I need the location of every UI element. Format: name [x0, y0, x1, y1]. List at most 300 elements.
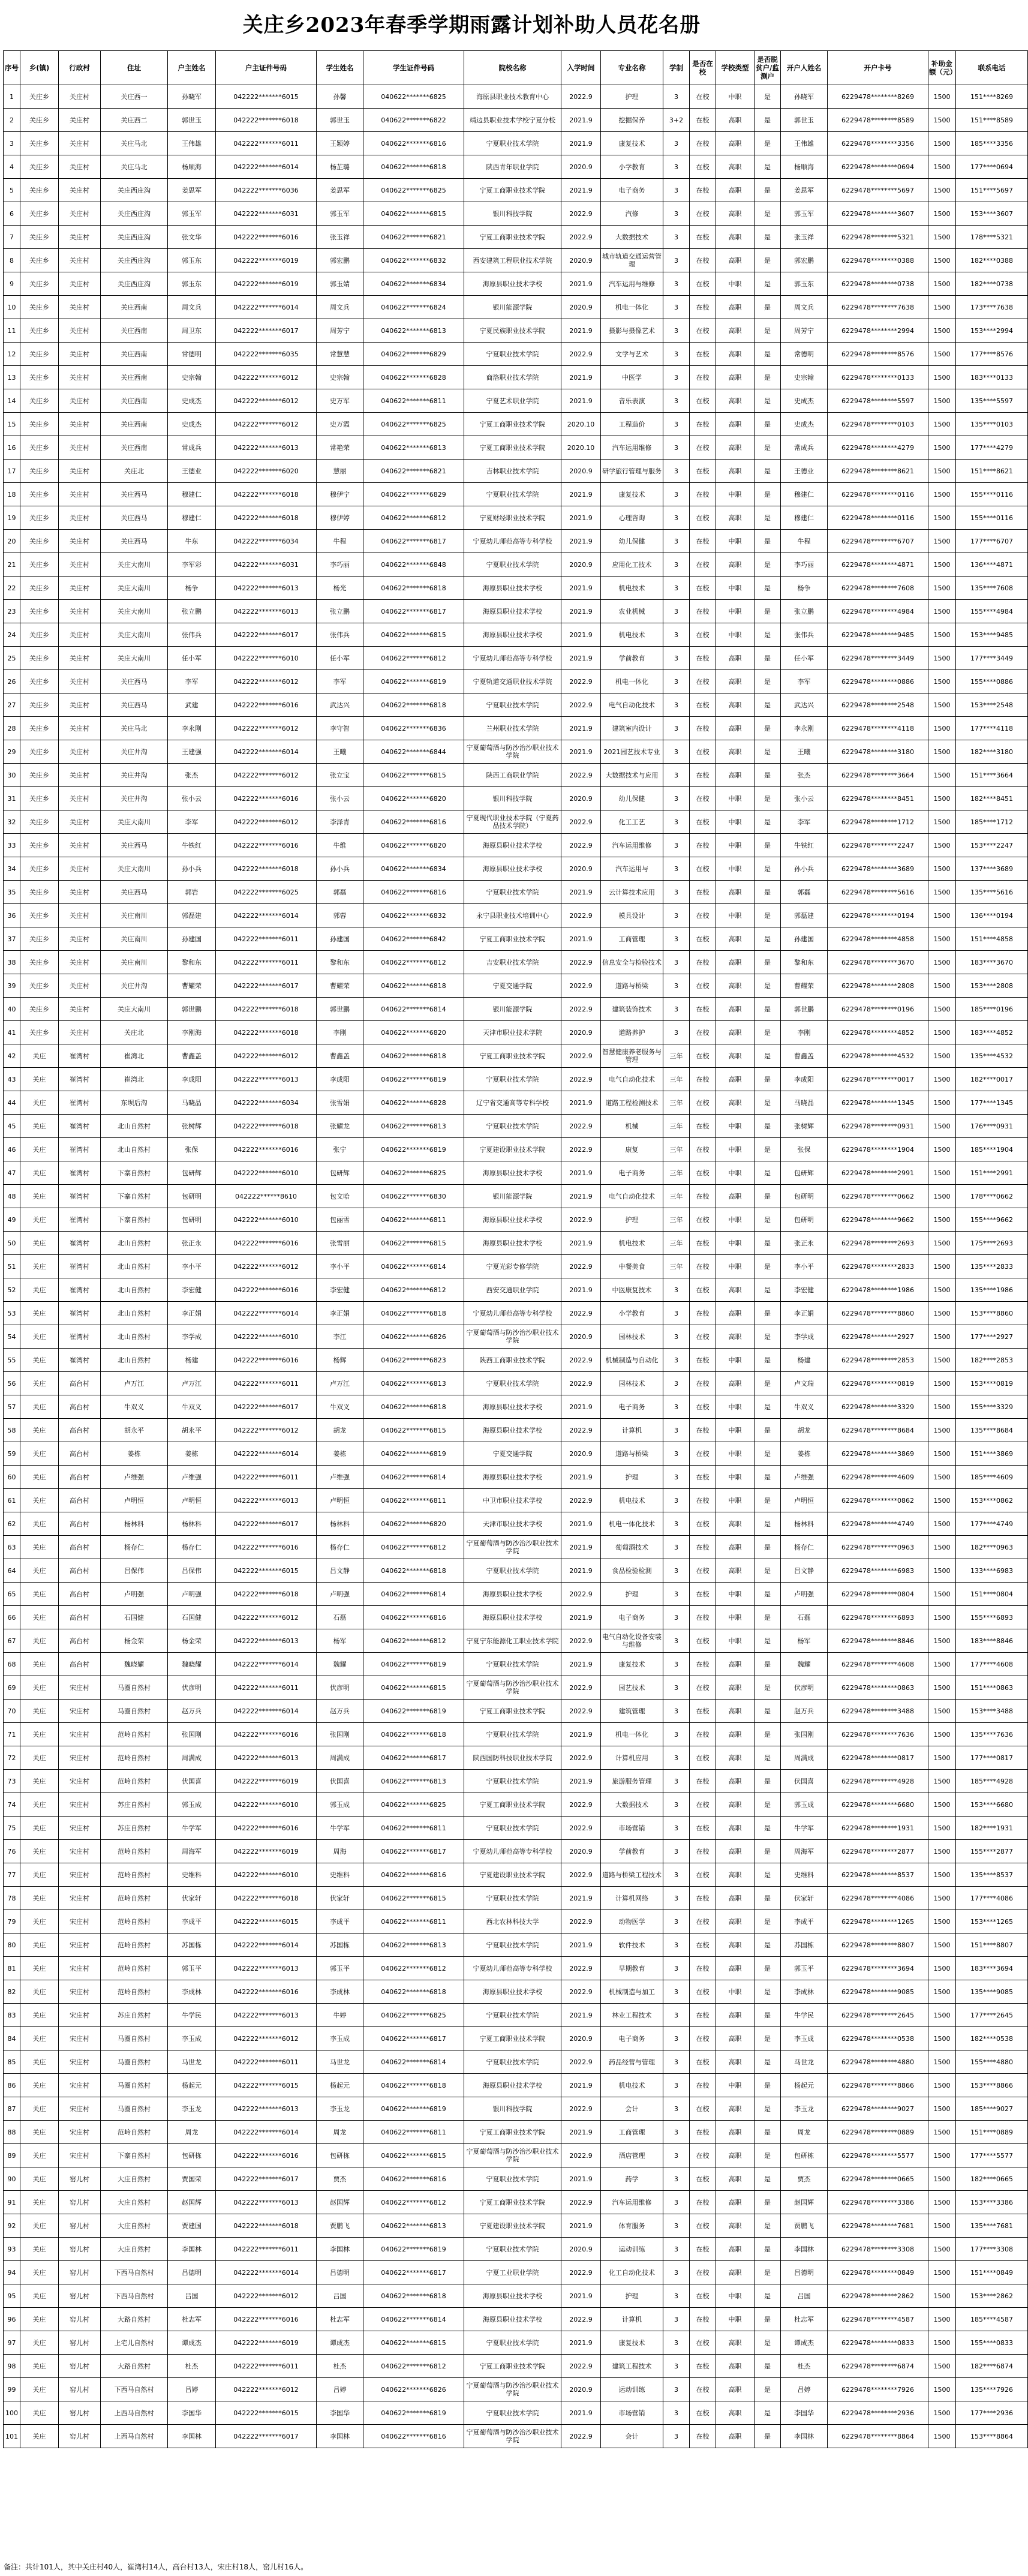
- table-cell: 旅游服务管理: [601, 1770, 663, 1793]
- table-cell: 海原县职业技术学校: [464, 1161, 561, 1185]
- table-cell: 机电一体化: [601, 1723, 663, 1746]
- table-cell: 汽车运用维修: [601, 2191, 663, 2214]
- table-cell: 6229478********3180: [828, 740, 928, 764]
- table-cell: 化工自动化技术: [601, 2261, 663, 2284]
- table-cell: 牛双义: [781, 1395, 828, 1419]
- table-cell: 海原县职业技术学校: [464, 577, 561, 600]
- table-cell: 6229478********0889: [828, 2121, 928, 2144]
- table-cell: 040622*******6818: [363, 155, 464, 179]
- table-cell: 张树辉: [168, 1115, 216, 1138]
- table-cell: 宁夏职业技术学院: [464, 881, 561, 904]
- table-cell: 是: [755, 1559, 781, 1583]
- table-row: [4, 1255, 1028, 1278]
- table-cell: 关庄: [20, 1957, 59, 1980]
- table-cell: 042222*******6036: [216, 179, 317, 202]
- table-cell: 李国林: [168, 2425, 216, 2448]
- table-cell: 关庄村: [59, 155, 101, 179]
- table-cell: 贾杰: [781, 2167, 828, 2191]
- table-cell: 1500: [928, 1957, 956, 1980]
- table-cell: 040622*******6816: [363, 881, 464, 904]
- table-cell: 吕德明: [781, 2261, 828, 2284]
- table-cell: 1500: [928, 296, 956, 319]
- table-cell: 高职: [716, 1044, 755, 1068]
- table-cell: 苏庄自然村: [101, 1793, 168, 1817]
- table-cell: 崔湾村: [59, 1115, 101, 1138]
- table-cell: 关庄乡: [20, 483, 59, 506]
- table-cell: 3: [663, 1583, 690, 1606]
- table-cell: 15: [4, 413, 20, 436]
- table-cell: 042222*******6012: [216, 413, 317, 436]
- table-cell: 高职: [716, 319, 755, 343]
- table-cell: 三年: [663, 1115, 690, 1138]
- table-cell: 2022.9: [561, 1349, 601, 1372]
- table-cell: 北山自然村: [101, 1232, 168, 1255]
- table-cell: 模具设计: [601, 904, 663, 927]
- table-cell: 50: [4, 1232, 20, 1255]
- table-cell: 042222*******6011: [216, 1466, 317, 1489]
- table-cell: 183****8846: [956, 1629, 1028, 1653]
- table-cell: 史成杰: [781, 389, 828, 413]
- table-cell: 是: [755, 2191, 781, 2214]
- table-cell: 伏国喜: [781, 1770, 828, 1793]
- table-cell: 155****4880: [956, 2050, 1028, 2074]
- table-cell: 3: [663, 1466, 690, 1489]
- table-cell: 040622*******6818: [363, 1302, 464, 1325]
- table-cell: 宋庄村: [59, 1700, 101, 1723]
- table-cell: 2021.9: [561, 1653, 601, 1676]
- table-cell: 关庄: [20, 1817, 59, 1840]
- table-cell: 是: [755, 249, 781, 272]
- table-cell: 关庄村: [59, 319, 101, 343]
- table-cell: 在校: [690, 2167, 716, 2191]
- table-cell: 宋庄村: [59, 1770, 101, 1793]
- table-cell: 042222*******6018: [216, 506, 317, 530]
- table-cell: 卢万江: [101, 1372, 168, 1395]
- table-cell: 李巧丽: [781, 553, 828, 577]
- table-cell: 周卫东: [168, 319, 216, 343]
- table-cell: 高台村: [59, 1559, 101, 1583]
- table-cell: 范岭自然村: [101, 1910, 168, 1933]
- table-cell: 042222*******6013: [216, 1489, 317, 1512]
- table-cell: 关庄乡: [20, 366, 59, 389]
- table-cell: 任小军: [781, 647, 828, 670]
- table-cell: 包研栋: [781, 2144, 828, 2167]
- table-cell: 1500: [928, 85, 956, 109]
- table-cell: 1500: [928, 2378, 956, 2401]
- table-cell: 云计算技术应用: [601, 881, 663, 904]
- table-cell: 86: [4, 2074, 20, 2097]
- table-cell: 曹鑫盖: [168, 1044, 216, 1068]
- table-cell: 040622*******6825: [363, 1161, 464, 1185]
- table-cell: 是: [755, 1933, 781, 1957]
- table-cell: 范岭自然村: [101, 1770, 168, 1793]
- table-cell: 31: [4, 787, 20, 810]
- table-cell: 宁夏工商职业技术学院: [464, 1793, 561, 1817]
- table-cell: 040622*******6816: [363, 2425, 464, 2448]
- table-cell: 关庄村: [59, 249, 101, 272]
- table-cell: 3: [663, 1278, 690, 1302]
- table-cell: 042222*******6017: [216, 1512, 317, 1536]
- table-cell: 关庄西南: [101, 343, 168, 366]
- table-cell: 石国健: [168, 1606, 216, 1629]
- table-cell: 6229478********5616: [828, 881, 928, 904]
- table-cell: 高职: [716, 436, 755, 460]
- table-cell: 周文兵: [781, 296, 828, 319]
- table-cell: 大数据技术: [601, 1793, 663, 1817]
- table-cell: 关庄乡: [20, 109, 59, 132]
- table-cell: 040622*******6817: [363, 1840, 464, 1863]
- table-cell: 张雪丽: [317, 1232, 363, 1255]
- table-cell: 关庄: [20, 1863, 59, 1887]
- table-cell: 胡龙: [781, 1419, 828, 1442]
- table-cell: 张立鹏: [317, 600, 363, 623]
- table-cell: 1500: [928, 1232, 956, 1255]
- table-row: [4, 249, 1028, 272]
- table-cell: 张杰: [168, 764, 216, 787]
- table-row: [4, 1489, 1028, 1512]
- table-cell: 永宁县职业技术培训中心: [464, 904, 561, 927]
- table-cell: 1500: [928, 1442, 956, 1466]
- table-cell: 崔湾村: [59, 1068, 101, 1091]
- table-cell: 042222*******6013: [216, 600, 317, 623]
- table-cell: 2021.9: [561, 483, 601, 506]
- table-cell: 吕文静: [781, 1559, 828, 1583]
- table-cell: 李守智: [317, 717, 363, 740]
- table-cell: 郭玉平: [317, 1957, 363, 1980]
- table-cell: 在校: [690, 1138, 716, 1161]
- table-cell: 杨金荣: [168, 1629, 216, 1653]
- table-cell: 2022.9: [561, 226, 601, 249]
- table-cell: 宁夏葡萄酒与防沙治沙职业技术学院: [464, 1325, 561, 1349]
- table-cell: 关庄村: [59, 927, 101, 951]
- table-cell: 在校: [690, 1723, 716, 1746]
- table-cell: 是: [755, 2378, 781, 2401]
- table-cell: 6229478********3356: [828, 132, 928, 155]
- table-row: [4, 1021, 1028, 1044]
- table-cell: 040622*******6819: [363, 2238, 464, 2261]
- table-cell: 177****4118: [956, 717, 1028, 740]
- table-cell: 6229478********8576: [828, 343, 928, 366]
- table-cell: 1500: [928, 1419, 956, 1442]
- table-cell: 040622*******6812: [363, 1278, 464, 1302]
- table-cell: 135****8537: [956, 1863, 1028, 1887]
- table-cell: 040622*******6818: [363, 1395, 464, 1419]
- table-cell: 在校: [690, 1489, 716, 1512]
- table-cell: 1500: [928, 272, 956, 296]
- table-cell: 银川能源学院: [464, 296, 561, 319]
- table-cell: 高职: [716, 2425, 755, 2448]
- table-cell: 042222*******6018: [216, 2214, 317, 2238]
- table-cell: 1500: [928, 623, 956, 647]
- table-cell: 2021.9: [561, 600, 601, 623]
- table-cell: 酒店管理: [601, 2144, 663, 2167]
- table-cell: 1500: [928, 1583, 956, 1606]
- table-cell: 关庄: [20, 1700, 59, 1723]
- table-cell: 3: [663, 974, 690, 998]
- table-cell: 1500: [928, 249, 956, 272]
- table-cell: 是: [755, 202, 781, 226]
- table-cell: 1500: [928, 460, 956, 483]
- table-row: [4, 1466, 1028, 1489]
- table-cell: 高职: [716, 927, 755, 951]
- column-header: 学生姓名: [317, 51, 363, 85]
- table-cell: 三年: [663, 1091, 690, 1115]
- table-cell: 中职: [716, 1419, 755, 1442]
- table-cell: 文学与艺术: [601, 343, 663, 366]
- table-cell: 95: [4, 2284, 20, 2308]
- table-cell: 关庄: [20, 1325, 59, 1349]
- table-cell: 在校: [690, 132, 716, 155]
- table-cell: 042222*******6012: [216, 1044, 317, 1068]
- table-cell: 151****8589: [956, 109, 1028, 132]
- table-cell: 2021.9: [561, 1395, 601, 1419]
- table-cell: 在校: [690, 600, 716, 623]
- table-cell: 1500: [928, 670, 956, 693]
- table-cell: 关庄: [20, 1278, 59, 1302]
- table-cell: 042222*******6013: [216, 1957, 317, 1980]
- table-cell: 6229478********6680: [828, 1793, 928, 1817]
- table-cell: 3: [663, 85, 690, 109]
- table-cell: 6229478********5697: [828, 179, 928, 202]
- table-cell: 史成杰: [168, 389, 216, 413]
- table-cell: 王伟雄: [781, 132, 828, 155]
- table-cell: 3: [663, 1700, 690, 1723]
- table-cell: 姜栋: [168, 1442, 216, 1466]
- table-cell: 吕婷: [781, 2378, 828, 2401]
- table-cell: 高职: [716, 2050, 755, 2074]
- table-cell: 040622*******6819: [363, 1653, 464, 1676]
- table-row: [4, 1419, 1028, 1442]
- table-cell: 是: [755, 1840, 781, 1863]
- table-cell: 苏国栋: [168, 1933, 216, 1957]
- table-cell: 大路自然村: [101, 2308, 168, 2331]
- table-cell: 042222*******6012: [216, 764, 317, 787]
- table-cell: 康复技术: [601, 2331, 663, 2355]
- table-cell: 康复技术: [601, 132, 663, 155]
- table-cell: 宁夏葡萄酒与防沙治沙职业技术学院: [464, 740, 561, 764]
- table-cell: 关庄北: [101, 1021, 168, 1044]
- table-cell: 宋庄村: [59, 2074, 101, 2097]
- table-cell: 高职: [716, 2401, 755, 2425]
- table-cell: 040622*******6828: [363, 366, 464, 389]
- table-cell: 关庄: [20, 1255, 59, 1278]
- table-row: [4, 1957, 1028, 1980]
- table-row: [4, 85, 1028, 109]
- table-cell: 海原县职业技术学校: [464, 623, 561, 647]
- table-cell: 三年: [663, 1185, 690, 1208]
- table-row: [4, 366, 1028, 389]
- table-cell: 040622*******6826: [363, 2378, 464, 2401]
- table-cell: 窑儿村: [59, 2308, 101, 2331]
- table-cell: 关庄: [20, 2121, 59, 2144]
- table-row: [4, 1232, 1028, 1255]
- table-cell: 崔湾村: [59, 1044, 101, 1068]
- table-cell: 关庄乡: [20, 179, 59, 202]
- table-cell: 关庄: [20, 1583, 59, 1606]
- table-cell: 宁夏葡萄酒与防沙治沙职业技术学院: [464, 1536, 561, 1559]
- table-cell: 魏耀: [317, 1653, 363, 1676]
- table-cell: 是: [755, 226, 781, 249]
- table-cell: 杨起元: [781, 2074, 828, 2097]
- table-cell: 张小云: [168, 787, 216, 810]
- table-cell: 高职: [716, 693, 755, 717]
- table-cell: 1500: [928, 1793, 956, 1817]
- table-cell: 苏国栋: [781, 1933, 828, 1957]
- table-cell: 040622*******6815: [363, 2144, 464, 2167]
- table-cell: 177****0694: [956, 155, 1028, 179]
- table-cell: 牛学民: [781, 2004, 828, 2027]
- table-cell: 042222*******6013: [216, 436, 317, 460]
- table-cell: 关庄乡: [20, 460, 59, 483]
- table-cell: 宁夏宁东能源化工职业技术学院: [464, 1629, 561, 1653]
- table-header-row: [4, 51, 1028, 85]
- table-cell: 3: [663, 1770, 690, 1793]
- table-cell: 6229478********4279: [828, 436, 928, 460]
- table-cell: 西安建筑工程职业技术学院: [464, 249, 561, 272]
- table-cell: 3: [663, 2191, 690, 2214]
- table-cell: 90: [4, 2167, 20, 2191]
- table-cell: 张杰: [781, 764, 828, 787]
- table-cell: 崔湾村: [59, 1091, 101, 1115]
- table-cell: 杜杰: [168, 2355, 216, 2378]
- table-cell: 关庄村: [59, 857, 101, 881]
- table-cell: 关庄: [20, 1372, 59, 1395]
- table-cell: 高职: [716, 670, 755, 693]
- table-cell: 中职: [716, 810, 755, 834]
- table-cell: 杨军: [317, 1629, 363, 1653]
- table-cell: 高职: [716, 2167, 755, 2191]
- table-cell: 黎和东: [781, 951, 828, 974]
- table-cell: 6229478********2808: [828, 974, 928, 998]
- table-cell: 关庄村: [59, 998, 101, 1021]
- table-cell: 94: [4, 2261, 20, 2284]
- table-cell: 151****3664: [956, 764, 1028, 787]
- table-cell: 042222*******6015: [216, 2401, 317, 2425]
- table-cell: 1500: [928, 1653, 956, 1676]
- table-cell: 关庄: [20, 1302, 59, 1325]
- table-cell: 在校: [690, 740, 716, 764]
- table-cell: 是: [755, 1980, 781, 2004]
- table-cell: 是: [755, 647, 781, 670]
- table-cell: 李成阳: [781, 1068, 828, 1091]
- table-row: [4, 787, 1028, 810]
- table-cell: 040622*******6812: [363, 1957, 464, 1980]
- table-cell: 040622*******6813: [363, 1372, 464, 1395]
- table-cell: 在校: [690, 1606, 716, 1629]
- table-cell: 姜思军: [317, 179, 363, 202]
- table-cell: 是: [755, 389, 781, 413]
- table-cell: 高台村: [59, 1442, 101, 1466]
- table-cell: 汽修: [601, 202, 663, 226]
- table-cell: 靖边县职业技术学校宁夏分校: [464, 109, 561, 132]
- table-cell: 2021.9: [561, 530, 601, 553]
- table-cell: 在校: [690, 1302, 716, 1325]
- table-cell: 机电技术: [601, 1232, 663, 1255]
- table-cell: 2022.9: [561, 951, 601, 974]
- table-cell: 6229478********2877: [828, 1840, 928, 1863]
- table-cell: 关庄: [20, 1232, 59, 1255]
- table-cell: 下寨自然村: [101, 1208, 168, 1232]
- table-cell: 赵万兵: [168, 1700, 216, 1723]
- table-cell: 宋庄村: [59, 1723, 101, 1746]
- table-row: [4, 2027, 1028, 2050]
- table-cell: 3: [663, 2284, 690, 2308]
- table-cell: 042222*******6011: [216, 1676, 317, 1700]
- table-cell: 李军: [781, 670, 828, 693]
- table-cell: 042222*******6012: [216, 2027, 317, 2050]
- table-cell: 是: [755, 2121, 781, 2144]
- table-cell: 范岭自然村: [101, 1980, 168, 2004]
- table-cell: 在校: [690, 881, 716, 904]
- table-cell: 2021.9: [561, 740, 601, 764]
- table-cell: 040622*******6811: [363, 389, 464, 413]
- table-cell: 杨林科: [168, 1512, 216, 1536]
- table-cell: 6229478********8807: [828, 1933, 928, 1957]
- table-cell: 高职: [716, 951, 755, 974]
- table-cell: 3: [663, 249, 690, 272]
- table-cell: 大数据技术: [601, 226, 663, 249]
- table-cell: 关庄马北: [101, 155, 168, 179]
- table-cell: 2021.9: [561, 1185, 601, 1208]
- table-cell: 3: [663, 647, 690, 670]
- table-cell: 史维科: [781, 1863, 828, 1887]
- table-cell: 中职: [716, 857, 755, 881]
- table-cell: 中职: [716, 577, 755, 600]
- table-cell: 高职: [716, 647, 755, 670]
- table-cell: 宋庄村: [59, 1746, 101, 1770]
- table-cell: 关庄乡: [20, 506, 59, 530]
- table-cell: 包研明: [168, 1185, 216, 1208]
- table-cell: 36: [4, 904, 20, 927]
- table-cell: 中职: [716, 1255, 755, 1278]
- table-cell: 6229478********7681: [828, 2214, 928, 2238]
- table-cell: 李泽青: [317, 810, 363, 834]
- table-cell: 3: [663, 1302, 690, 1325]
- table-cell: 银川科技学院: [464, 787, 561, 810]
- column-header: 开户人姓名: [781, 51, 828, 85]
- table-cell: 153****8866: [956, 2074, 1028, 2097]
- table-cell: 宁夏建设职业技术学院: [464, 1138, 561, 1161]
- table-cell: 6229478********4086: [828, 1887, 928, 1910]
- table-row: [4, 623, 1028, 647]
- table-cell: 在校: [690, 1676, 716, 1700]
- table-cell: 2022.9: [561, 2050, 601, 2074]
- table-cell: 常成兵: [168, 436, 216, 460]
- table-cell: 史万霞: [317, 413, 363, 436]
- table-cell: 吉林职业技术学院: [464, 460, 561, 483]
- table-cell: 杨光: [317, 577, 363, 600]
- table-cell: 在校: [690, 1255, 716, 1278]
- table-cell: 曹耀荣: [168, 974, 216, 998]
- table-cell: 042222*******6016: [216, 1232, 317, 1255]
- table-cell: 关庄村: [59, 623, 101, 647]
- table-cell: 是: [755, 272, 781, 296]
- table-cell: 177****4279: [956, 436, 1028, 460]
- table-cell: 宁夏工商职业技术学院: [464, 2027, 561, 2050]
- table-cell: 040622*******6820: [363, 834, 464, 857]
- table-cell: 1500: [928, 998, 956, 1021]
- table-cell: 042222*******6019: [216, 272, 317, 296]
- table-cell: 关庄乡: [20, 740, 59, 764]
- table-cell: 2020.9: [561, 787, 601, 810]
- table-cell: 1500: [928, 717, 956, 740]
- table-cell: 李江: [317, 1325, 363, 1349]
- table-cell: 040622*******6814: [363, 1583, 464, 1606]
- table-cell: 3: [663, 2355, 690, 2378]
- table-cell: 042222*******6012: [216, 1606, 317, 1629]
- table-cell: 关庄: [20, 1676, 59, 1700]
- table-cell: 孙晓军: [168, 85, 216, 109]
